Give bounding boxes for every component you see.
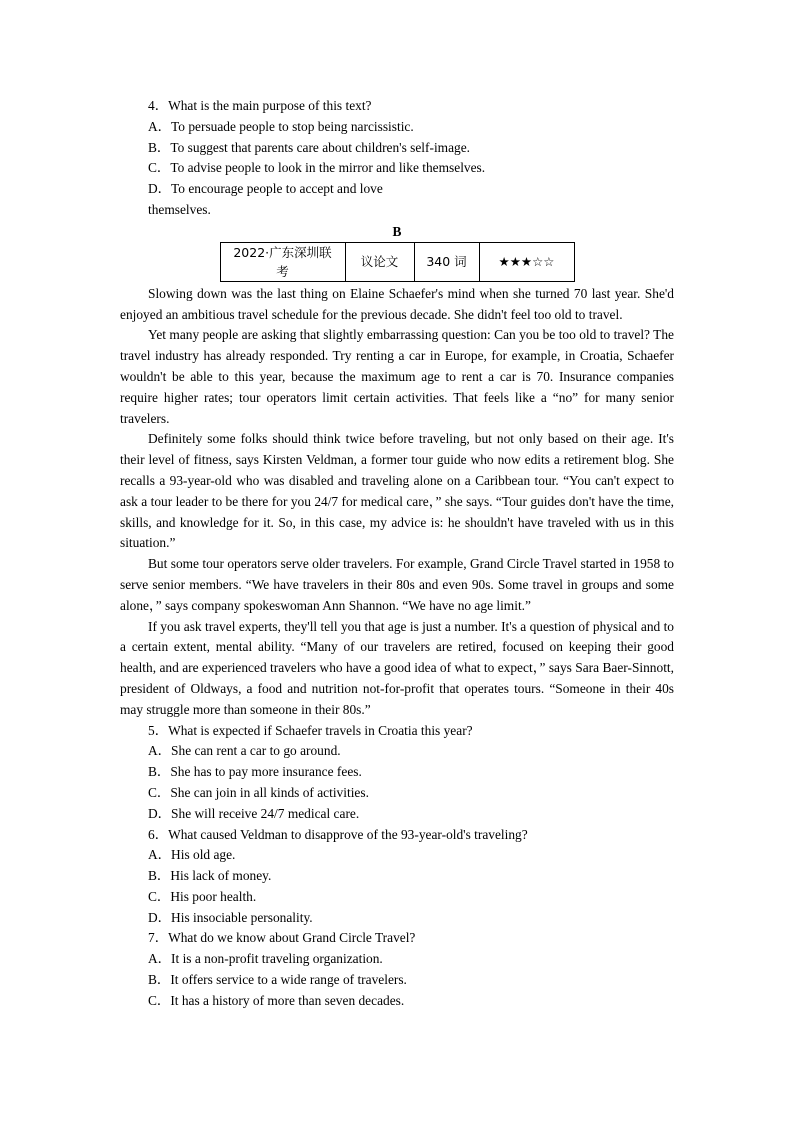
question-7-stem: 7．What do we know about Grand Circle Travel? xyxy=(148,930,416,946)
question-5-stem: 5．What is expected if Schaefer travels in Croatia this year? xyxy=(148,722,473,738)
question-6-option-b: B．His lack of money. xyxy=(148,868,272,884)
exam-page xyxy=(120,96,674,1012)
question-7-option-b: B．It offers service to a wide range of travelers. xyxy=(148,972,407,988)
section-letter: B xyxy=(392,223,402,239)
question-7-option-a: A．It is a non-profit traveling organization. xyxy=(148,951,383,967)
question-4-option-c: C．To advise people to look in the mirror and like themselves. xyxy=(148,160,486,176)
question-4-stem: 4．What is the main purpose of this text? xyxy=(148,98,372,113)
passage-paragraph-5: If you ask travel experts, they'll tell you that age is just a number. It's a question of physical and to a certain extent, mental ability. “Many of our travelers are retired, focused on keeping their good health, and are experienced travelers who have a good idea of what to expect，” says Sara Baer-Sinnott, president of Oldways, a food and nutrition not-for-profit that operates tours. “Someone in their 40s may struggle more than someone in their 80s.” xyxy=(120,618,674,717)
question-4-option-b: B．To suggest that parents care about children's self-image. xyxy=(148,139,471,155)
passage-word-count: 340 词 xyxy=(414,242,479,281)
passage-genre: 议论文 xyxy=(345,242,414,281)
question-5-option-a: A．She can rent a car to go around. xyxy=(148,743,341,759)
question-6-option-c: C．His poor health. xyxy=(148,888,257,904)
difficulty-stars: ★★★☆☆ xyxy=(479,242,574,281)
question-5-option-d: D．She will receive 24/7 medical care. xyxy=(148,805,360,821)
question-7-option-c: C．It has a history of more than seven decades. xyxy=(148,992,405,1008)
question-4-option-d: D．To encourage people to accept and love xyxy=(148,181,383,197)
question-6-option-a: A．His old age. xyxy=(148,847,236,863)
question-5-option-c: C．She can join in all kinds of activities. xyxy=(148,784,369,800)
passage-paragraph-4: But some tour operators serve older travelers. For example, Grand Circle Travel started in 1958 to serve senior members. “We have travelers in their 80s and even 90s. Some travel in groups and some alone，” says company spokeswoman Ann Shannon. “We have no age limit.” xyxy=(120,556,674,613)
question-5-option-b: B．She has to pay more insurance fees. xyxy=(148,764,362,780)
question-4-option-a: A．To persuade people to stop being narcissistic. xyxy=(148,118,414,134)
question-6-stem: 6．What caused Veldman to disapprove of the 93-year-old's traveling? xyxy=(148,826,528,842)
passage-paragraph-2: Yet many people are asking that slightly embarrassing question: Can you be too old to travel? The travel industry has already responded. Try renting a car in Europe, for example, in Croatia, Schaefer wouldn't be able to this year, because the maximum age to rent a car is 70. Insurance companies require higher rates; tour operators limit certain activities. That feels like a “no” for many senior travelers. xyxy=(120,327,674,426)
question-6-option-d: D．His insociable personality. xyxy=(148,909,313,925)
passage-paragraph-1: Slowing down was the last thing on Elaine Schaefer's mind when she turned 70 last year. She'd enjoyed an ambitious travel schedule for the previous decade. She didn't feel too old to travel. xyxy=(120,285,674,322)
passage-info-table xyxy=(220,242,575,282)
passage-paragraph-3: Definitely some folks should think twice before traveling, but not only based on their age. It's their level of fitness, says Kirsten Veldman, a former tour guide who now edits a retirement blog. She recalls a 93-year-old who was disabled and traveling alone on a Caribbean tour. “You can't expect to ask a tour leader to be there for you 24/7 for medical care，” she says. “Tour guides don't have the time, skills, and knowledge for it. So, in this case, my advice is: he shouldn't have traveled with us in this situation.” xyxy=(120,431,674,551)
passage-source: 2022·广东深圳联考 xyxy=(220,242,345,281)
question-4-option-d-continued: themselves. xyxy=(148,201,211,217)
